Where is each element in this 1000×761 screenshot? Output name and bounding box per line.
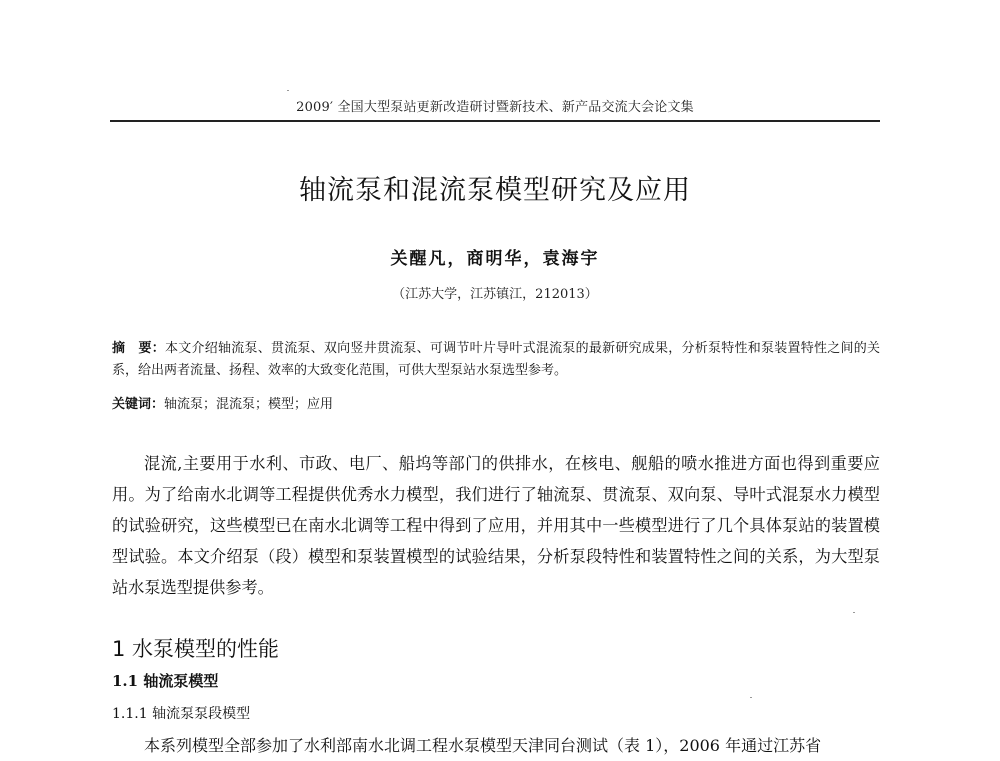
paper-title: 轴流泵和混流泵模型研究及应用 (299, 175, 691, 206)
header-rule (110, 120, 880, 122)
scan-speck (853, 612, 855, 613)
keywords-text: 轴流泵；混流泵；模型；应用 (164, 397, 334, 412)
section-1-1-1-paragraph: 本系列模型全部参加了水利部南水北调工程水泵模型天津同台测试（表 1），2006 年通过江苏省 (144, 736, 822, 755)
author-affiliation: （江苏大学，江苏镇江，212013） (392, 287, 598, 302)
intro-paragraph: 混流,主要用于水利、市政、电厂、船坞等部门的供排水，在核电、舰船的喷水推进方面也得到重要应用。为了给南水北调等工程提供优秀水力模型，我们进行了轴流泵、贯流泵、双向泵、导叶式混泵水力模型的试验研究，这些模型已在南水北调等工程中得到了应用，并用其中一些模型进行了几个具体泵站的装置模型试验。本文介绍泵（段）模型和泵装置模型的试验结果，分析泵段特性和装置特性之间的关系，为大型泵站水泵选型提供参考。 (112, 454, 880, 597)
abstract-text: 本文介绍轴流泵、贯流泵、双向竖井贯流泵、可调节叶片导叶式混流泵的最新研究成果，分析泵特性和泵装置特性之间的关系，给出两者流量、扬程、效率的大致变化范围，可供大型泵站水泵选型参考。 (112, 341, 880, 378)
keywords-label: 关键词： (112, 397, 165, 412)
scan-speck (287, 90, 289, 91)
running-header: 2009′ 全国大型泵站更新改造研讨暨新技术、新产品交流大会论文集 (296, 100, 694, 115)
abstract (112, 338, 880, 382)
abstract-label: 摘 要： (112, 341, 165, 356)
keywords (112, 393, 880, 412)
scan-speck (750, 697, 752, 698)
section-heading-1: 1 水泵模型的性能 (112, 637, 280, 661)
author-list: 关醒凡，商明华，袁海宇 (390, 249, 600, 269)
section-heading-1-1: 1.1 轴流泵模型 (112, 672, 219, 690)
section-heading-1-1-1: 1.1.1 轴流泵泵段模型 (112, 706, 251, 722)
